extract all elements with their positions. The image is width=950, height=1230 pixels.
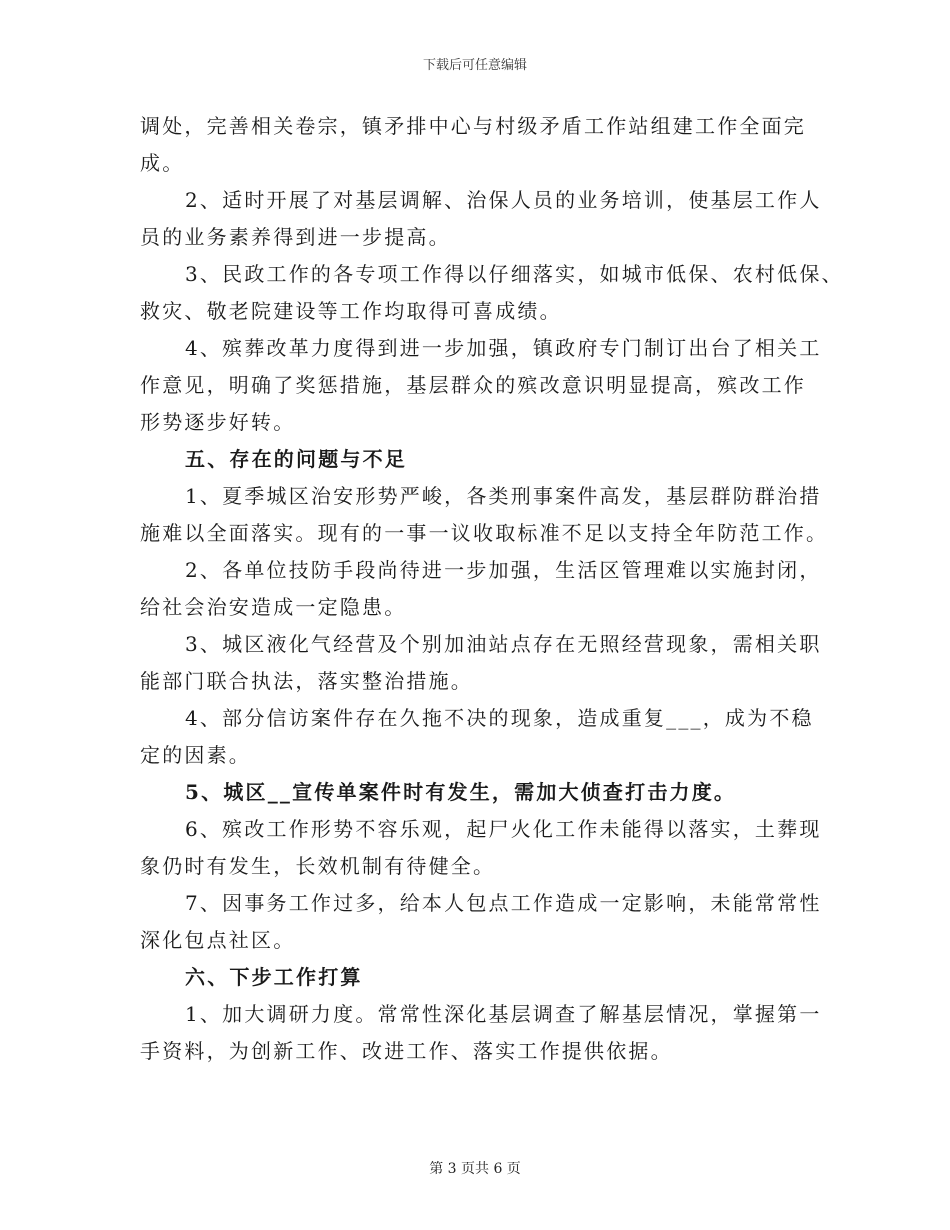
text-line: 2、适时开展了对基层调解、治保人员的业务培训，使基层工作人 (185, 188, 822, 212)
text-line: 形势逐步好转。 (140, 410, 296, 434)
text-line: 4、殡葬改革力度得到进一步加强，镇政府专门制订出台了相关工 (185, 336, 822, 360)
section-heading: 5、城区__宣传单案件时有发生，需加大侦查打击力度。 (185, 780, 737, 804)
text-line: 1、夏季城区治安形势严峻，各类刑事案件高发，基层群防群治措 (185, 484, 822, 508)
text-line: 4、部分信访案件存在久拖不决的现象，造成重复___，成为不稳 (185, 706, 814, 730)
page-header: 下载后可任意编辑 (422, 58, 527, 73)
text-line: 深化包点社区。 (140, 928, 296, 952)
text-line: 6、殡改工作形势不容乐观，起尸火化工作未能得以落实，土葬现 (185, 817, 822, 841)
text-line: 调处，完善相关卷宗，镇矛排中心与村级矛盾工作站组建工作全面完 (140, 114, 806, 138)
text-line: 7、因事务工作过多，给本人包点工作造成一定影响，未能常常性 (185, 891, 822, 915)
text-line: 手资料，为创新工作、改进工作、落实工作提供依据。 (140, 1039, 673, 1063)
text-line: 救灾、敬老院建设等工作均取得可喜成绩。 (140, 299, 562, 323)
text-line: 3、民政工作的各专项工作得以仔细落实，如城市低保、农村低保、 (185, 262, 844, 286)
page-footer: 第 3 页共 6 页 (429, 1161, 521, 1177)
text-line: 3、城区液化气经营及个别加油站点存在无照经营现象，需相关职 (185, 632, 822, 656)
text-line: 定的因素。 (140, 743, 251, 767)
text-line: 2、各单位技防手段尚待进一步加强，生活区管理难以实施封闭， (185, 558, 822, 582)
document-body (140, 108, 844, 1070)
text-line: 1、加大调研力度。常常性深化基层调查了解基层情况，掌握第一 (185, 1002, 822, 1026)
text-line: 给社会治安造成一定隐患。 (140, 595, 407, 619)
text-line: 成。 (140, 151, 185, 175)
text-line: 施难以全面落实。现有的一事一议收取标准不足以支持全年防范工作。 (140, 521, 829, 545)
section-heading: 五、存在的问题与不足 (185, 447, 407, 471)
text-line: 员的业务素养得到进一步提高。 (140, 225, 451, 249)
section-heading: 六、下步工作打算 (185, 965, 363, 989)
text-line: 象仍时有发生，长效机制有待健全。 (140, 854, 496, 878)
text-line: 作意见，明确了奖惩措施，基层群众的殡改意识明显提高，殡改工作 (140, 373, 806, 397)
text-line: 能部门联合执法，落实整治措施。 (140, 669, 473, 693)
